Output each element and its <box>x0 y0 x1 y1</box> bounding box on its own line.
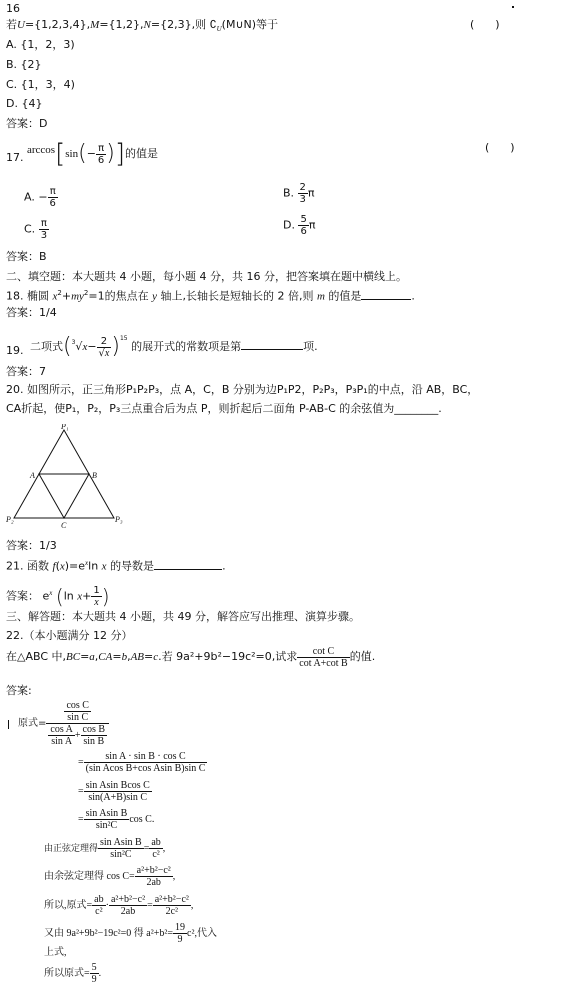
solution-step-7: 所以,原式= $\frac{ab}{\text{c²}}$ · $\frac{\text{a²+b²−c²}}{2ab}$ = $\frac{\text{a²+b²−c²}}{\text{2c²}}$ , <box>44 894 194 917</box>
label-p1: P₁ <box>61 424 69 431</box>
q19-stem: 二项式($^3$√x− $\frac{2}{√x}$ )$^{15}$ 的展开式的常数项是第 项. <box>30 334 318 359</box>
q22-stem: 在△ABC 中,BC=a,CA=b,AB=c.若 9a²+9b²−19c²=0,试求 $\frac{\text{cot C}}{\text{cot A+cot B}}$ 的值. <box>6 645 376 669</box>
solution-step-9: 上式, <box>44 947 67 958</box>
label-a: A <box>30 471 35 480</box>
q16-answer: 答案：D <box>6 117 48 130</box>
q16-option-c: C. {1，3，4) <box>6 78 75 91</box>
q17-option-b: B. $\frac{2}{3}$ π <box>283 182 315 205</box>
label-p3: P₃ <box>115 515 123 524</box>
solution-step-3: = $\frac{\text{sin Asin Bcos C}}{\text{sin(A+B)sin C}}$ <box>78 780 150 803</box>
solution-step-4: = $\frac{\text{sin Asin B}}{\text{sin²C}}$ cos C. <box>78 808 155 831</box>
q16-stem: 若U={1,2,3,4},M={1,2},N={2,3},则 $∁_U(M\cup N)$等于 <box>6 18 279 34</box>
label-p2: P₂ <box>6 515 14 524</box>
q21-answer: 答案： $e^x$ (ln x+ $\frac{1}{x}$ ) <box>6 584 110 609</box>
q22-answer-label: 答案: <box>6 684 32 697</box>
q17-option-d: D. $\frac{5}{6}$ π <box>283 214 316 237</box>
q22-heading: 22.（本小题满分 12 分） <box>6 629 133 642</box>
q19-number: 19. <box>6 344 24 357</box>
solution-step-5: 由正弦定理得 $\frac{\text{sin Asin B}}{\text{sin²C}}$ = $\frac{ab}{\text{c²}}$ , <box>44 837 166 860</box>
solution-step-8: 又由 9a²+9b²−19c²=0 得 a²+b²= $\frac{19}{9}$ c²,代入 <box>44 922 217 945</box>
q16-option-b: B. {2} <box>6 58 42 71</box>
q20-answer: 答案：1/3 <box>6 539 57 552</box>
q18-answer: 答案：1/4 <box>6 306 57 319</box>
q17-option-a: A. − $\frac{\pi}{6}$ <box>24 186 56 209</box>
q20-stem-line1: 20. 如图所示，正三角形P₁P₂P₃，点 A，C，B 分别为边P₁P2，P₂P₃，P₃P₁的中点，沿 AB，BC， <box>6 383 479 396</box>
q16-number: 16 <box>6 2 20 15</box>
solution-bar <box>8 720 9 729</box>
q20-stem-line2: CA折起，使P₁，P₂，P₃三点重合后为点 P，则折起后二面角 P-AB-C 的余弦值为________. <box>6 402 442 415</box>
solution-step-1: 原式= $\frac{\text{cos C}}{\text{sin C}}$ $\frac{\text{cos A}}{\text{sin A}}$ + $\frac{\text{cos B}}{\text{sin B}}$ <box>18 700 109 747</box>
corner-dot <box>512 6 514 8</box>
q16-option-d: D. {4} <box>6 97 43 110</box>
q17-stem: 17. arccos[sin(− $\frac{\pi}{6}$ )]的值是 <box>6 139 159 169</box>
section-2-heading: 二、填空题：本大题共 4 小题，每小题 4 分，共 16 分，把答案填在题中横线上。 <box>6 270 407 283</box>
inner-triangle <box>39 474 89 518</box>
label-b: B <box>92 471 97 480</box>
q19-answer: 答案：7 <box>6 365 46 378</box>
q17-answer: 答案：B <box>6 250 47 263</box>
q17-answer-paren: ( ) <box>485 141 515 154</box>
solution-step-10: 所以原式= $\frac{5}{9}$ . <box>44 962 102 985</box>
section-3-heading: 三、解答题：本大题共 4 小题，共 49 分，解答应写出推理、演算步骤。 <box>6 610 360 623</box>
q16-answer-paren: ( ) <box>470 18 500 31</box>
q21-stem: 21. 函数 $f(x)=e^x\ln$ x 的导数是 . <box>6 559 226 573</box>
solution-step-2: = $\frac{\text{sin A · sin B · cos C}}{\text{(sin Acos B+cos Asin B)sin C}}$ <box>78 751 206 774</box>
q18-stem: 18. 椭圆 $x^2+my^2=1$的焦点在 y 轴上,长轴长是短轴长的 2 倍,则 m 的值是 . <box>6 289 415 303</box>
q16-option-a: A. {1，2，3) <box>6 38 75 51</box>
complement-symbol: $∁_U$ <box>209 18 222 34</box>
q17-option-c: C. $\frac{\pi}{3}$ <box>24 218 48 241</box>
triangle-figure <box>6 424 136 534</box>
label-c: C <box>61 521 67 530</box>
solution-step-6: 由余弦定理得 cos C= $\frac{\text{a²+b²−c²}}{2ab}$ , <box>44 865 176 888</box>
